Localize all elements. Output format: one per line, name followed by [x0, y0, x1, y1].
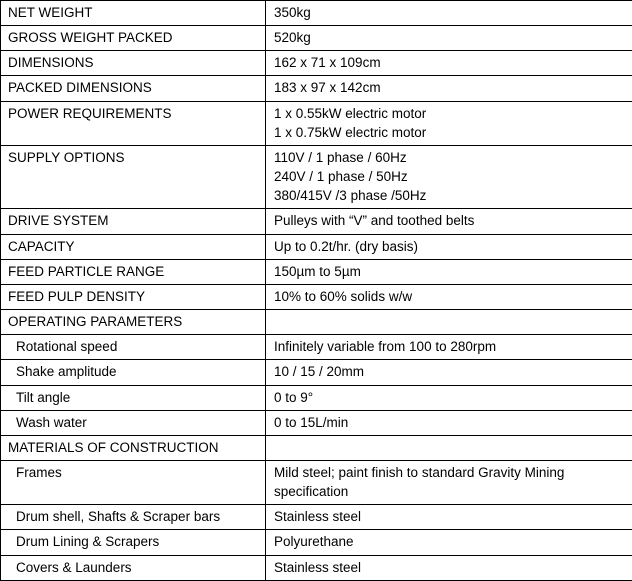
spec-value-line: Pulleys with “V” and toothed belts	[274, 211, 627, 230]
spec-value-line: Infinitely variable from 100 to 280rpm	[274, 337, 627, 356]
spec-value-lines	[274, 262, 627, 281]
spec-value-lines	[274, 558, 627, 577]
spec-label: Frames	[8, 465, 62, 480]
spec-value-lines	[274, 28, 627, 47]
spec-value-line: 0 to 9°	[274, 388, 627, 407]
spec-value-cell	[266, 530, 632, 555]
spec-value-lines	[274, 148, 627, 205]
spec-label-cell	[1, 284, 266, 309]
spec-value-lines	[274, 104, 627, 142]
table-row	[1, 410, 632, 435]
spec-value-lines	[274, 438, 627, 457]
table-row	[1, 385, 632, 410]
spec-label: SUPPLY OPTIONS	[8, 150, 125, 165]
spec-value-line: 162 x 71 x 109cm	[274, 53, 627, 72]
spec-label-cell	[1, 460, 266, 504]
spec-value-line: 1 x 0.55kW electric motor	[274, 104, 627, 123]
spec-value-lines	[274, 413, 627, 432]
spec-value-line: Stainless steel	[274, 507, 627, 526]
spec-label: Tilt angle	[8, 390, 70, 405]
spec-label-cell	[1, 234, 266, 259]
spec-value-line: 520kg	[274, 28, 627, 47]
table-row	[1, 284, 632, 309]
spec-label: GROSS WEIGHT PACKED	[8, 30, 173, 45]
spec-value-line: Up to 0.2t/hr. (dry basis)	[274, 237, 627, 256]
spec-value-line: Stainless steel	[274, 558, 627, 577]
spec-value-line: 240V / 1 phase / 50Hz	[274, 167, 627, 186]
spec-label-cell	[1, 145, 266, 208]
spec-value-line	[274, 312, 627, 331]
spec-value-line: 0 to 15L/min	[274, 413, 627, 432]
spec-label-cell	[1, 435, 266, 460]
table-row	[1, 505, 632, 530]
spec-value-lines	[274, 362, 627, 381]
spec-value-lines	[274, 237, 627, 256]
spec-label: Wash water	[8, 415, 87, 430]
spec-value-line: Polyurethane	[274, 532, 627, 551]
spec-value-line: 183 x 97 x 142cm	[274, 78, 627, 97]
spec-label: OPERATING PARAMETERS	[8, 314, 182, 329]
table-row	[1, 209, 632, 234]
spec-label: Drum shell, Shafts & Scraper bars	[8, 509, 220, 524]
spec-value-cell	[266, 76, 632, 101]
spec-value-cell	[266, 385, 632, 410]
table-row	[1, 101, 632, 145]
spec-value-line: 10 / 15 / 20mm	[274, 362, 627, 381]
spec-value-cell	[266, 259, 632, 284]
spec-label: DIMENSIONS	[8, 55, 94, 70]
spec-label: NET WEIGHT	[8, 5, 93, 20]
spec-label-cell	[1, 530, 266, 555]
spec-value-line	[274, 438, 627, 457]
spec-value-lines	[274, 287, 627, 306]
spec-label: DRIVE SYSTEM	[8, 213, 109, 228]
spec-value-cell	[266, 310, 632, 335]
table-row	[1, 26, 632, 51]
spec-label-cell	[1, 259, 266, 284]
table-row	[1, 530, 632, 555]
spec-label-cell	[1, 410, 266, 435]
specifications-table-body	[1, 1, 632, 581]
table-row	[1, 460, 632, 504]
spec-label: FEED PARTICLE RANGE	[8, 264, 164, 279]
spec-value-lines	[274, 3, 627, 22]
spec-label: Shake amplitude	[8, 364, 117, 379]
spec-label-cell	[1, 360, 266, 385]
spec-value-cell	[266, 1, 632, 26]
spec-label: Covers & Launders	[8, 560, 132, 575]
spec-label: Rotational speed	[8, 339, 117, 354]
table-row	[1, 51, 632, 76]
spec-label-cell	[1, 505, 266, 530]
table-row	[1, 1, 632, 26]
table-row	[1, 335, 632, 360]
table-row	[1, 435, 632, 460]
spec-value-lines	[274, 532, 627, 551]
spec-label-cell	[1, 51, 266, 76]
spec-value-lines	[274, 53, 627, 72]
spec-value-lines	[274, 312, 627, 331]
table-row	[1, 360, 632, 385]
table-row	[1, 234, 632, 259]
spec-label-cell	[1, 335, 266, 360]
spec-value-cell	[266, 234, 632, 259]
spec-label-cell	[1, 76, 266, 101]
spec-label-cell	[1, 310, 266, 335]
table-row	[1, 76, 632, 101]
spec-value-cell	[266, 435, 632, 460]
spec-label: FEED PULP DENSITY	[8, 289, 145, 304]
spec-value-line: 10% to 60% solids w/w	[274, 287, 627, 306]
spec-value-lines	[274, 507, 627, 526]
spec-value-line: 1 x 0.75kW electric motor	[274, 123, 627, 142]
spec-value-line: 350kg	[274, 3, 627, 22]
spec-value-line: 150µm to 5µm	[274, 262, 627, 281]
spec-value-line: Mild steel; paint finish to standard Gravity Mining specification	[274, 463, 627, 501]
spec-value-lines	[274, 388, 627, 407]
spec-label-cell	[1, 385, 266, 410]
table-row	[1, 310, 632, 335]
table-row	[1, 555, 632, 580]
spec-value-cell	[266, 505, 632, 530]
spec-value-lines	[274, 337, 627, 356]
spec-label: PACKED DIMENSIONS	[8, 80, 152, 95]
spec-value-cell	[266, 26, 632, 51]
spec-value-cell	[266, 284, 632, 309]
spec-value-cell	[266, 555, 632, 580]
spec-label-cell	[1, 1, 266, 26]
spec-value-lines	[274, 463, 627, 501]
table-row	[1, 259, 632, 284]
spec-value-cell	[266, 209, 632, 234]
spec-value-cell	[266, 101, 632, 145]
spec-label: MATERIALS OF CONSTRUCTION	[8, 440, 219, 455]
spec-value-cell	[266, 460, 632, 504]
spec-label: CAPACITY	[8, 239, 75, 254]
table-row	[1, 145, 632, 208]
spec-value-cell	[266, 51, 632, 76]
spec-label-cell	[1, 101, 266, 145]
spec-label-cell	[1, 555, 266, 580]
spec-value-line: 110V / 1 phase / 60Hz	[274, 148, 627, 167]
spec-value-lines	[274, 211, 627, 230]
spec-value-lines	[274, 78, 627, 97]
spec-label: Drum Lining & Scrapers	[8, 534, 159, 549]
spec-label-cell	[1, 209, 266, 234]
spec-value-cell	[266, 410, 632, 435]
spec-value-cell	[266, 335, 632, 360]
spec-value-cell	[266, 360, 632, 385]
spec-value-line: 380/415V /3 phase /50Hz	[274, 186, 627, 205]
spec-label: POWER REQUIREMENTS	[8, 106, 172, 121]
spec-value-cell	[266, 145, 632, 208]
spec-label-cell	[1, 26, 266, 51]
